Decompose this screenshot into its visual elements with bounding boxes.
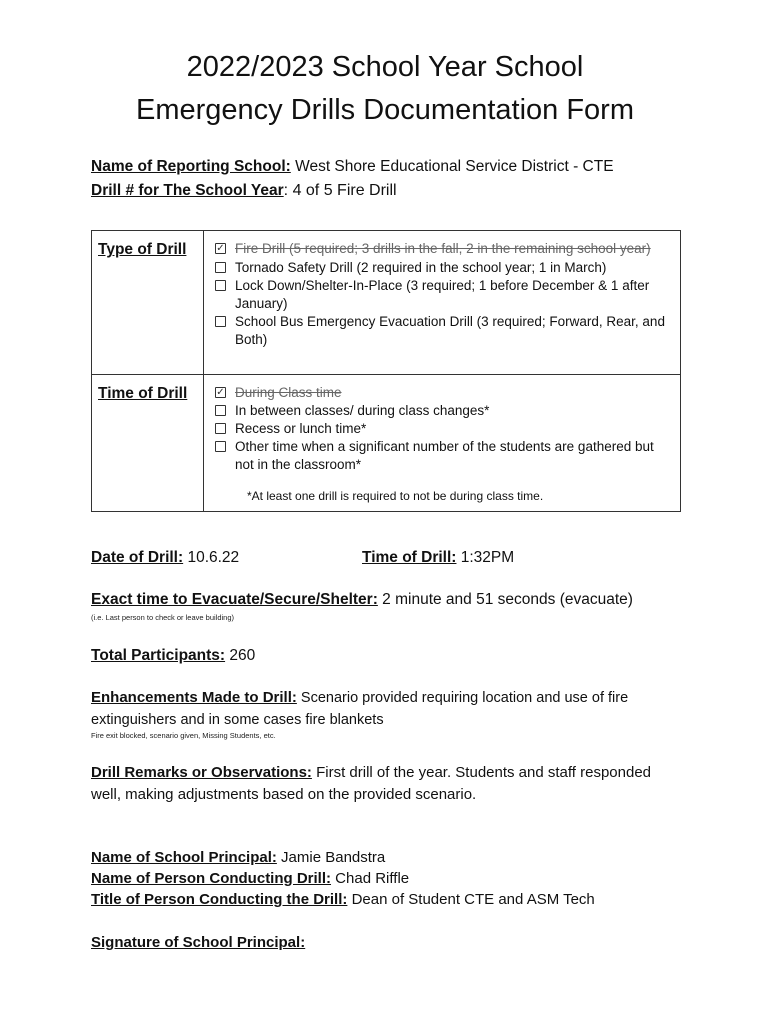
time-option-other[interactable]	[235, 438, 674, 474]
remarks-label: Drill Remarks or Observations:	[91, 764, 312, 781]
drill-number-label: Drill # for The School Year	[91, 182, 284, 199]
type-of-drill-options	[204, 231, 681, 375]
checked-box-icon[interactable]: ✓	[216, 243, 225, 254]
conductor-title-line	[91, 891, 595, 908]
principal-value: Jamie Bandstra	[276, 849, 386, 866]
option-label: During Class time	[235, 385, 342, 400]
enhancements-label: Enhancements Made to Drill:	[91, 689, 297, 706]
principal-signature-label: Signature of School Principal:	[91, 934, 306, 951]
checked-box-icon[interactable]: ✓	[216, 387, 225, 398]
option-label: Recess or lunch time*	[235, 421, 367, 436]
conductor-title-label: Title of Person Conducting the Drill:	[91, 891, 348, 908]
enhancements-value: Scenario provided requiring location and use of fire extinguishers and in some cases fire blankets	[91, 690, 629, 728]
principal-label: Name of School Principal:	[91, 849, 277, 866]
drill-type-option-lockdown[interactable]	[235, 277, 674, 313]
option-label: Lock Down/Shelter-In-Place (3 required; 1 before December & 1 after January)	[235, 278, 650, 311]
remarks-value: First drill of the year. Students and staff responded well, making adjustments based on the provided scenario.	[91, 764, 652, 803]
date-of-drill	[91, 549, 239, 567]
drill-number-value: : 4 of 5 Fire Drill	[283, 182, 397, 199]
option-label: Fire Drill (5 required; 3 drills in the fall, 2 in the remaining school year)	[235, 241, 651, 256]
enhancements-hint: Fire exit blocked, scenario given, Missing Students, etc.	[91, 731, 276, 740]
reporting-school-label: Name of Reporting School:	[91, 158, 291, 175]
time-of-drill-value-line	[362, 549, 514, 567]
drill-type-option-tornado[interactable]	[235, 259, 674, 277]
participants-value: 260	[225, 647, 256, 664]
time-option-class[interactable]	[216, 384, 674, 402]
time-of-drill-options	[204, 375, 681, 512]
form-title	[0, 46, 770, 132]
type-of-drill-row	[92, 231, 681, 375]
conductor-label: Name of Person Conducting Drill:	[91, 870, 332, 887]
empty-box-icon[interactable]	[215, 316, 226, 327]
option-label: School Bus Emergency Evacuation Drill (3 required; Forward, Rear, and Both)	[235, 314, 665, 347]
date-value: 10.6.22	[183, 549, 240, 566]
exact-time-value: 2 minute and 51 seconds (evacuate)	[377, 591, 633, 608]
drill-type-option-bus[interactable]	[235, 313, 674, 349]
reporting-school-line	[91, 158, 614, 176]
remarks-block	[91, 762, 676, 806]
option-label: Tornado Safety Drill (2 required in the school year; 1 in March)	[235, 260, 607, 275]
time-of-drill-note: *At least one drill is required to not be during class time.	[247, 489, 544, 503]
empty-box-icon[interactable]	[215, 280, 226, 291]
principal-line	[91, 849, 385, 866]
time-option-recess[interactable]	[235, 420, 674, 438]
conductor-line	[91, 870, 409, 887]
participants-line	[91, 647, 255, 665]
type-of-drill-heading: Type of Drill	[92, 231, 204, 375]
drill-number-line	[91, 182, 397, 200]
exact-time-hint: (i.e. Last person to check or leave building)	[91, 613, 234, 622]
date-label: Date of Drill:	[91, 549, 184, 566]
empty-box-icon[interactable]	[215, 441, 226, 452]
time-of-drill-heading: Time of Drill	[92, 375, 204, 512]
principal-signature-line	[91, 934, 305, 951]
time-of-drill-row	[92, 375, 681, 512]
option-label: Other time when a significant number of the students are gathered but not in the classroom*	[235, 439, 654, 472]
form-title-line-2: Emergency Drills Documentation Form	[136, 94, 634, 126]
option-label: In between classes/ during class changes*	[235, 403, 490, 418]
conductor-value: Chad Riffle	[331, 870, 410, 887]
empty-box-icon[interactable]	[215, 423, 226, 434]
time-label: Time of Drill:	[362, 549, 457, 566]
drill-table	[91, 230, 681, 512]
time-option-between-classes[interactable]	[235, 402, 674, 420]
empty-box-icon[interactable]	[215, 405, 226, 416]
exact-time-line	[91, 591, 633, 609]
participants-label: Total Participants:	[91, 647, 226, 664]
drill-type-option-fire[interactable]	[216, 240, 674, 258]
conductor-title-value: Dean of Student CTE and ASM Tech	[347, 891, 595, 908]
time-value: 1:32PM	[456, 549, 515, 566]
empty-box-icon[interactable]	[215, 262, 226, 273]
exact-time-label: Exact time to Evacuate/Secure/Shelter:	[91, 591, 378, 608]
form-title-line-1: 2022/2023 School Year School	[186, 51, 584, 83]
enhancements-block	[91, 687, 651, 731]
reporting-school-value: West Shore Educational Service District - CTE	[290, 158, 614, 175]
